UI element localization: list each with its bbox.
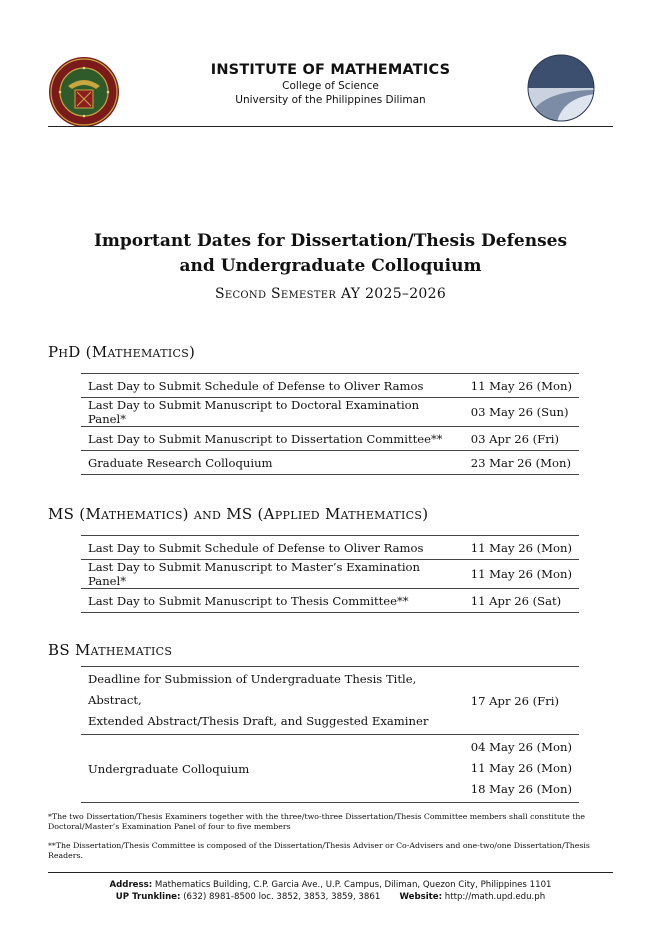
institute-name: INSTITUTE OF MATHEMATICS — [210, 62, 451, 78]
document-title — [0, 229, 661, 306]
semester-subtitle: Second Semester AY 2025–2026 — [214, 286, 447, 302]
contact-line — [0, 891, 661, 903]
event-date: 11 May 26 (Mon) — [470, 540, 572, 555]
table-row — [81, 560, 579, 589]
event-label: Last Day to Submit Schedule of Defense to Oliver Ramos — [88, 378, 424, 393]
table-row — [81, 451, 579, 475]
table-row — [81, 427, 579, 451]
ms-section-heading: MS (Mathematics) and MS (Applied Mathematics) — [48, 505, 429, 523]
event-label: Undergraduate Colloquium — [88, 761, 250, 776]
address-line — [0, 879, 661, 891]
trunkline-label: UP Trunkline: — [115, 892, 181, 902]
phd-dates-table — [81, 373, 579, 475]
title-line-2: and Undergraduate Colloquium — [179, 256, 482, 276]
event-label: Last Day to Submit Manuscript to Thesis Committee** — [88, 593, 409, 608]
bs-section-heading: BS Mathematics — [48, 641, 173, 659]
table-row — [81, 589, 579, 613]
event-label: Last Day to Submit Manuscript to Master’s Examination Panel* — [88, 560, 420, 588]
event-label: Last Day to Submit Manuscript to Dissertation Committee** — [88, 431, 443, 446]
website-link[interactable]: http://math.upd.edu.ph — [444, 892, 546, 902]
event-label: Last Day to Submit Manuscript to Doctoral Examination Panel* — [88, 398, 420, 426]
trunkline-value: (632) 8981-8500 loc. 3852, 3853, 3859, 3861 — [183, 892, 381, 902]
table-row — [81, 735, 579, 803]
table-row — [81, 667, 579, 735]
address-value: Mathematics Building, C.P. Garcia Ave., U.P. Campus, Diliman, Quezon City, Philippines 1101 — [154, 880, 552, 890]
colloquium-date: 11 May 26 (Mon) — [470, 761, 572, 775]
table-row — [81, 398, 579, 427]
footer-divider — [48, 872, 613, 873]
event-dates — [464, 735, 579, 803]
footnote-committee: **The Dissertation/Thesis Committee is composed of the Dissertation/Thesis Adviser or Co-Advisers and one-two/one Dissertation/Thesis Readers. — [48, 841, 590, 860]
event-date: 03 Apr 26 (Fri) — [470, 431, 559, 446]
table-row — [81, 374, 579, 398]
header-divider — [48, 126, 613, 127]
event-label: Graduate Research Colloquium — [88, 455, 273, 470]
event-date: 03 May 26 (Sun) — [470, 405, 569, 419]
phd-section-heading: PhD (Mathematics) — [48, 343, 196, 361]
event-date: 11 May 26 (Mon) — [470, 378, 572, 393]
college-name: College of Science — [282, 80, 379, 92]
event-label: Last Day to Submit Schedule of Defense to Oliver Ramos — [88, 540, 424, 555]
event-label — [81, 667, 464, 735]
title-line-1: Important Dates for Dissertation/Thesis Defenses — [93, 231, 568, 251]
colloquium-date: 04 May 26 (Mon) — [470, 740, 572, 754]
letterhead — [48, 52, 613, 128]
bs-dates-table — [81, 666, 579, 803]
address-label: Address: — [109, 880, 153, 890]
event-date: 11 May 26 (Mon) — [470, 567, 572, 581]
institute-logo-icon — [527, 54, 595, 122]
event-date: 17 Apr 26 (Fri) — [470, 693, 559, 708]
colloquium-date: 18 May 26 (Mon) — [470, 782, 572, 796]
address-block — [0, 879, 661, 903]
event-date: 23 Mar 26 (Mon) — [470, 455, 571, 470]
event-date: 11 Apr 26 (Sat) — [470, 593, 562, 608]
footnote-panel: *The two Dissertation/Thesis Examiners together with the three/two-three Dissertation/Thesis Committee members shall constitute the Doctoral/Master’s Examination Panel of four to five members — [48, 812, 585, 831]
deadline-label-line-2: Extended Abstract/Thesis Draft, and Suggested Examiner — [88, 714, 429, 728]
deadline-label-line-1: Deadline for Submission of Undergraduate Thesis Title, Abstract, — [88, 672, 417, 707]
ms-dates-table — [81, 535, 579, 613]
table-row — [81, 536, 579, 560]
university-name: University of the Philippines Diliman — [235, 94, 426, 106]
website-label: Website: — [399, 892, 443, 902]
